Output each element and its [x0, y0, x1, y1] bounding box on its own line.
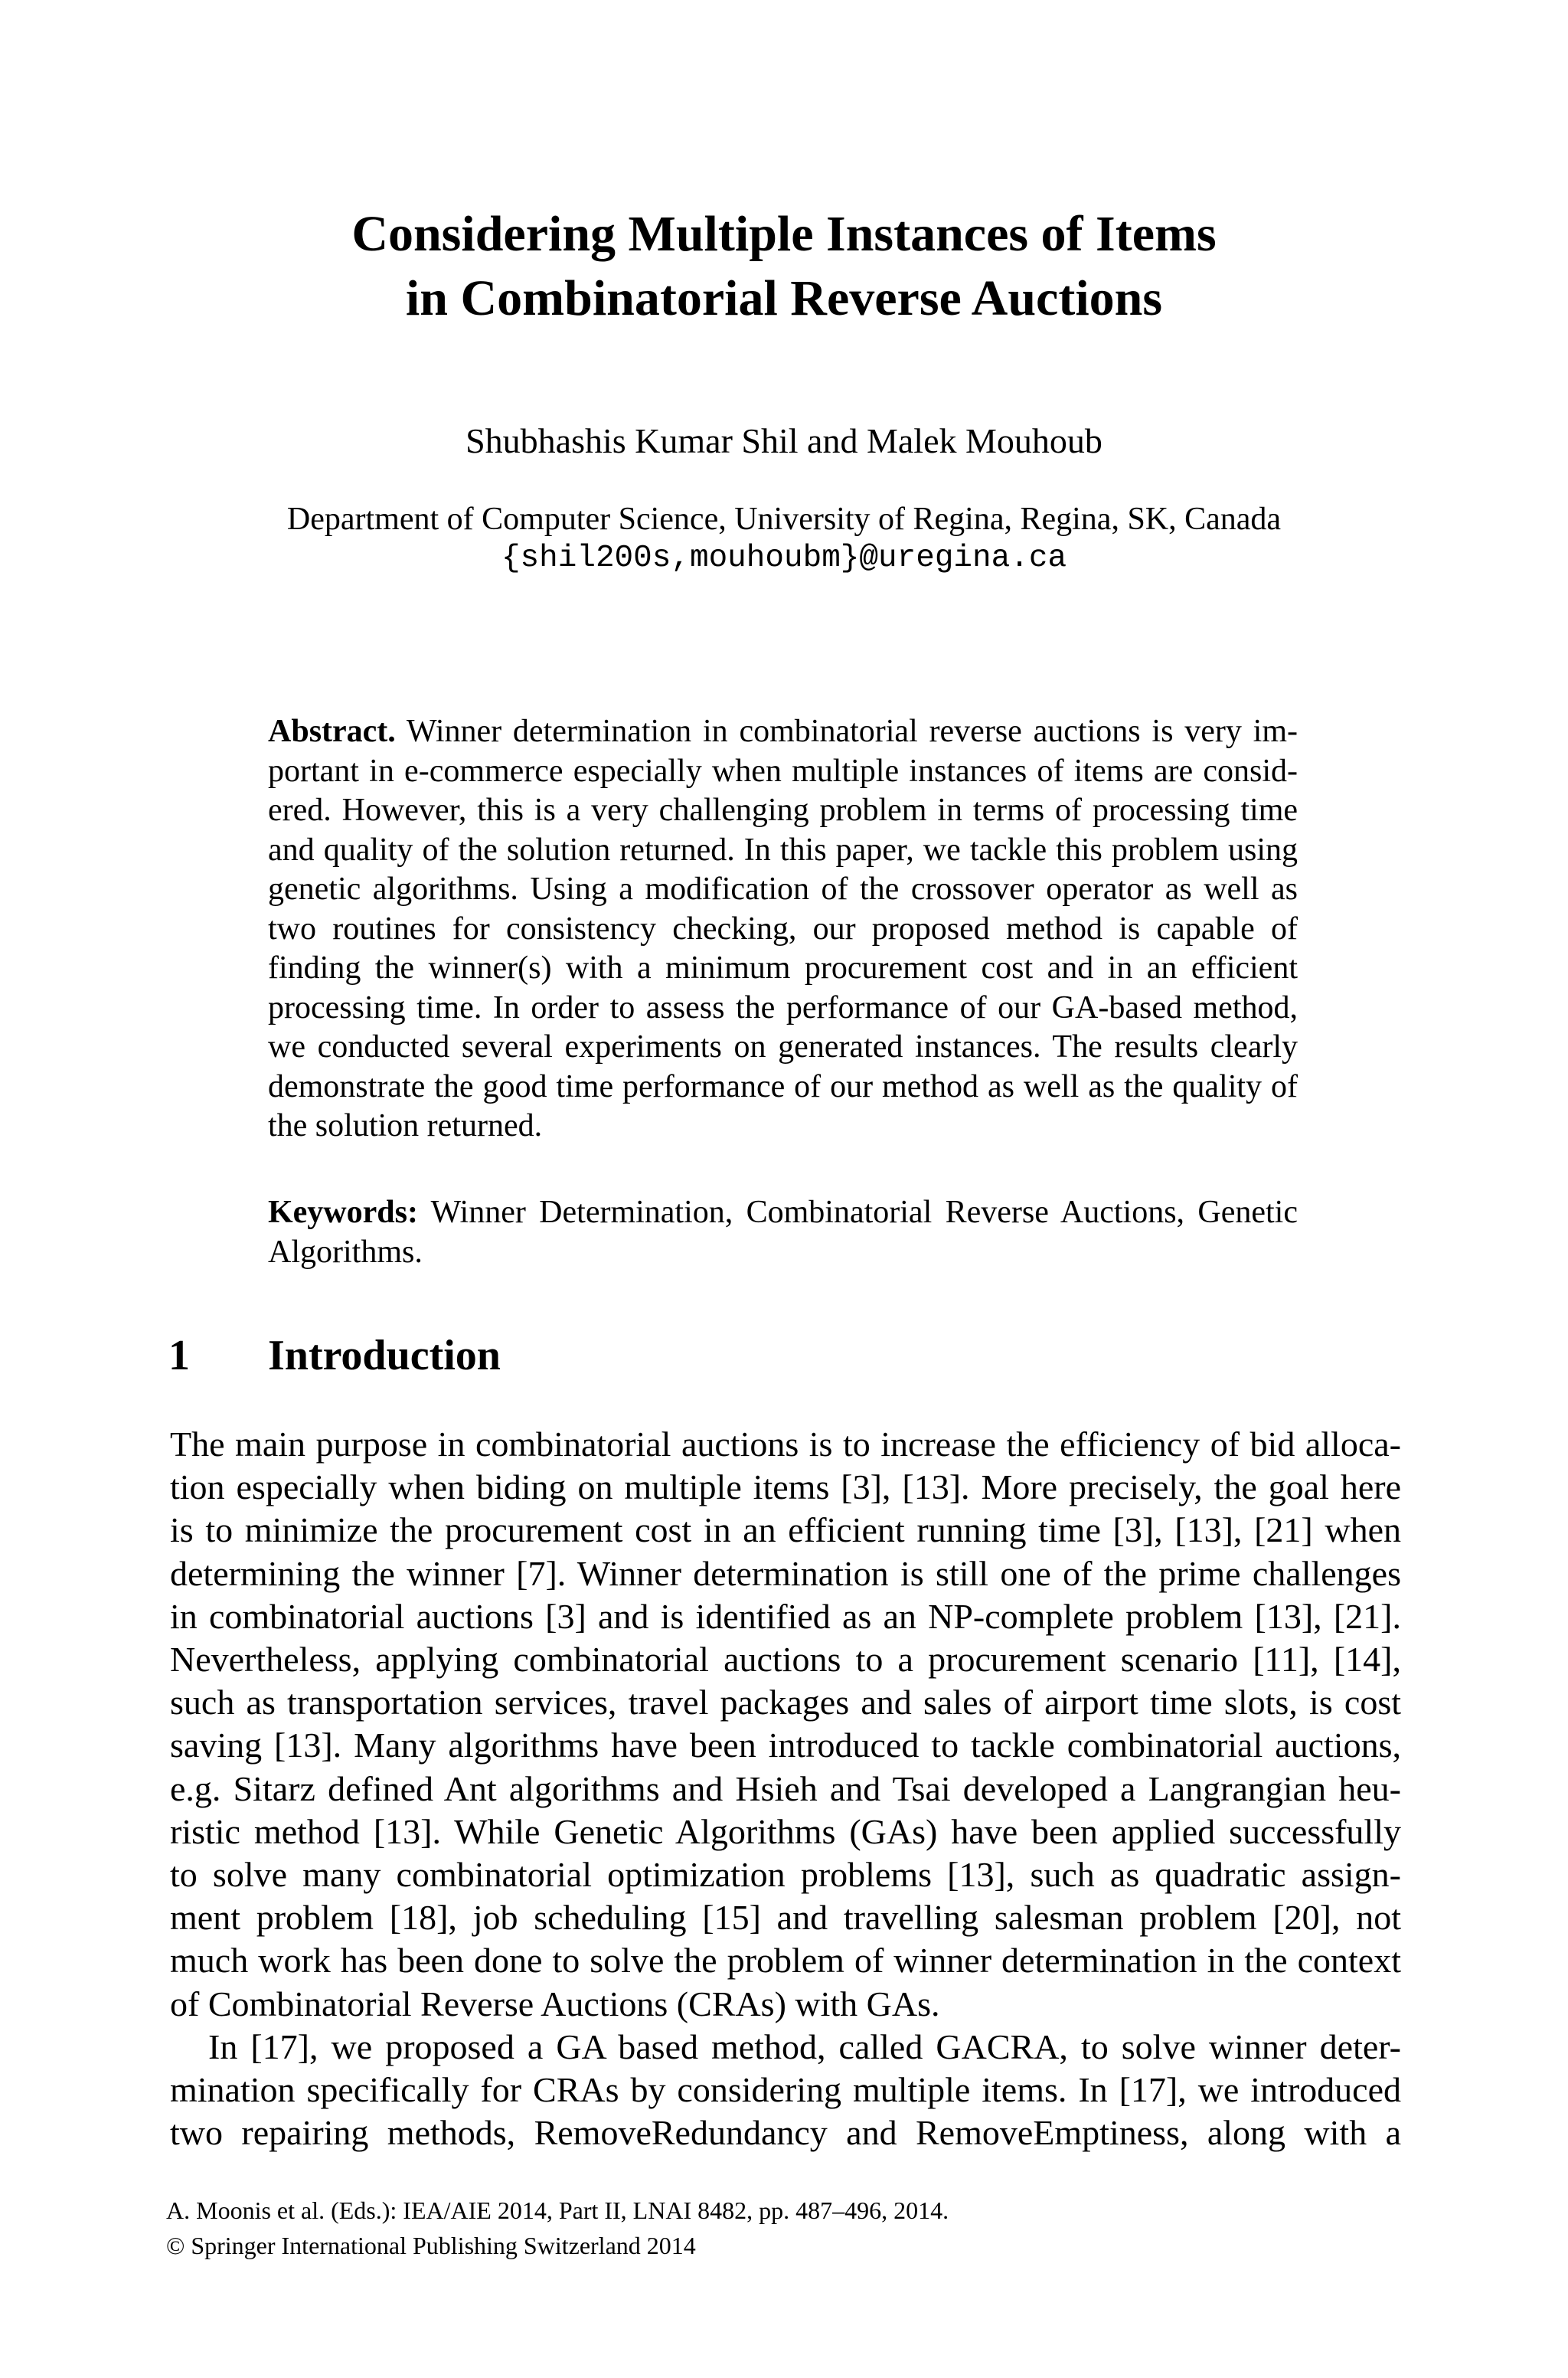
keywords	[268, 1193, 1298, 1272]
body-line	[170, 1939, 1401, 1982]
body-line	[170, 1552, 1401, 1595]
abstract-line	[268, 1028, 1298, 1068]
body-line	[170, 1768, 1401, 1810]
line-text: to solve many combinatorial optimization problems [13], such as quadratic assign-	[170, 1855, 1401, 1895]
line-text: two repairing methods, RemoveRedundancy and RemoveEmptiness, along with a	[170, 2113, 1401, 2153]
line-text: determining the winner [7]. Winner determination is still one of the prime challenges	[170, 1553, 1401, 1593]
body-line	[170, 2026, 1401, 2069]
abstract-line	[268, 1107, 1298, 1146]
line-text: In [17], we proposed a GA based method, called GACRA, to solve winner deter-	[208, 2026, 1401, 2066]
line-text: Winner determination in combinatorial reverse auctions is very im-	[395, 714, 1298, 749]
line-text: and quality of the solution returned. In this paper, we tackle this problem using	[268, 832, 1298, 868]
footer-citation: A. Moonis et al. (Eds.): IEA/AIE 2014, Part II, LNAI 8482, pp. 487–496, 2014.	[166, 2196, 949, 2224]
footer-copyright: © Springer International Publishing Switzerland 2014	[166, 2232, 696, 2259]
line-text: Nevertheless, applying combinatorial auctions to a procurement scenario [11], [14],	[170, 1640, 1401, 1680]
author-email: {shil200s,mouhoubm}@uregina.ca	[501, 541, 1067, 576]
line-text: portant in e-commerce especially when multiple instances of items are consid-	[268, 753, 1298, 789]
line-text: The main purpose in combinatorial auctions is to increase the efficiency of bid alloca-	[170, 1425, 1401, 1464]
line-text: demonstrate the good time performance of our method as well as the quality of	[268, 1068, 1298, 1104]
line-text: mination specifically for CRAs by considering multiple items. In [17], we introduced	[170, 2070, 1401, 2110]
body-line	[170, 1595, 1401, 1638]
line-text: genetic algorithms. Using a modification of the crossover operator as well as	[268, 872, 1298, 907]
abstract-line	[268, 949, 1298, 989]
authors: Shubhashis Kumar Shil and Malek Mouhoub	[466, 421, 1102, 460]
body-text	[170, 1423, 1401, 2154]
line-text: of Combinatorial Reverse Auctions (CRAs) with GAs.	[170, 1984, 940, 2023]
body-line	[170, 1896, 1401, 1939]
line-text: much work has been done to solve the problem of winner determination in the context	[170, 1941, 1401, 1981]
section-title: Introduction	[268, 1332, 501, 1379]
line-text: e.g. Sitarz defined Ant algorithms and Hsieh and Tsai developed a Langrangian heu-	[170, 1768, 1401, 1808]
line-text: is to minimize the procurement cost in an efficient running time [3], [13], [21] when	[170, 1510, 1401, 1550]
line-text: ment problem [18], job scheduling [15] and travelling salesman problem [20], not	[170, 1898, 1401, 1938]
body-line	[170, 1638, 1401, 1681]
abstract-line	[268, 791, 1298, 831]
abstract	[268, 712, 1298, 1146]
line-text: processing time. In order to assess the performance of our GA-based method,	[268, 989, 1298, 1025]
line-text: the solution returned.	[268, 1108, 543, 1143]
line-text: Winner Determination, Combinatorial Reverse Auctions, Genetic	[417, 1195, 1298, 1230]
body-line	[170, 1983, 1401, 2026]
body-line	[170, 1853, 1401, 1896]
section-number: 1	[168, 1332, 190, 1379]
title-line-1: Considering Multiple Instances of Items	[351, 206, 1217, 262]
abstract-line	[268, 831, 1298, 871]
label: Keywords:	[268, 1195, 418, 1230]
line-text: ered. However, this is a very challenging problem in terms of processing time	[268, 793, 1298, 828]
body-line	[170, 1681, 1401, 1724]
line-text: finding the winner(s) with a minimum procurement cost and in an efficient	[268, 950, 1298, 986]
abstract-line	[268, 870, 1298, 910]
keywords-line	[268, 1193, 1298, 1233]
line-text: ristic method [13]. While Genetic Algorithms (GAs) have been applied successfully	[170, 1811, 1401, 1851]
body-line	[170, 2069, 1401, 2111]
abstract-line	[268, 989, 1298, 1029]
title-line-2: in Combinatorial Reverse Auctions	[405, 270, 1163, 326]
footer	[166, 2193, 949, 2263]
line-text: two routines for consistency checking, our proposed method is capable of	[268, 911, 1298, 947]
body-line	[170, 1724, 1401, 1767]
line-text: in combinatorial auctions [3] and is identified as an NP-complete problem [13], [21].	[170, 1596, 1401, 1636]
body-line	[170, 1509, 1401, 1552]
body-line	[170, 1810, 1401, 1853]
keywords-line	[268, 1233, 1298, 1273]
body-line	[170, 1423, 1401, 1466]
line-text: tion especially when biding on multiple items [3], [13]. More precisely, the goal here	[170, 1467, 1401, 1507]
line-text: Algorithms.	[268, 1234, 423, 1270]
body-line	[170, 2111, 1401, 2154]
affiliation: Department of Computer Science, University of Regina, Regina, SK, Canada	[286, 502, 1282, 537]
body-line	[170, 1466, 1401, 1509]
line-text: such as transportation services, travel packages and sales of airport time slots, is cost	[170, 1683, 1401, 1722]
abstract-line	[268, 752, 1298, 792]
abstract-line	[268, 712, 1298, 752]
label: Abstract.	[268, 714, 396, 749]
abstract-line	[268, 910, 1298, 950]
paper-title	[0, 202, 1568, 331]
abstract-line	[268, 1068, 1298, 1107]
line-text: we conducted several experiments on generated instances. The results clearly	[268, 1029, 1298, 1065]
line-text: saving [13]. Many algorithms have been introduced to tackle combinatorial auctions,	[170, 1725, 1401, 1765]
